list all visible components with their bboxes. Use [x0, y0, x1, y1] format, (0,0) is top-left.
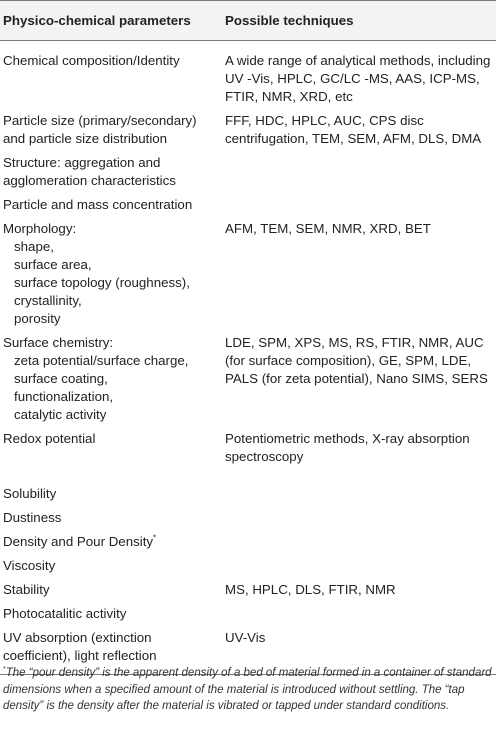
techniques-cell — [223, 193, 496, 199]
techniques-cell — [223, 626, 496, 650]
table-row — [0, 626, 496, 668]
techniques-cell — [223, 109, 496, 151]
parameter-text: Viscosity — [3, 558, 56, 573]
table-row — [0, 193, 496, 217]
parameter-text: Solubility — [3, 486, 57, 501]
parameter-text: UV absorption (extinction — [3, 630, 152, 645]
techniques-line: PALS (for zeta potential), Nano SIMS, SERS — [225, 371, 488, 386]
parameter-line — [3, 629, 223, 647]
parameter-text: Surface chemistry: — [3, 335, 114, 350]
techniques-cell — [223, 530, 496, 536]
techniques-line: AFM, TEM, SEM, NMR, XRD, BET — [225, 221, 431, 236]
techniques-cell — [223, 217, 496, 241]
parameter-cell — [0, 151, 223, 193]
parameter-cell — [0, 49, 223, 73]
parameter-text: and particle size distribution — [3, 131, 168, 146]
parameter-line — [3, 605, 223, 623]
parameter-text: Morphology: — [3, 221, 77, 236]
parameter-text: Dustiness — [3, 510, 62, 525]
table-body — [0, 41, 496, 674]
parameter-text: Photocatalitic activity — [3, 606, 127, 621]
techniques-cell — [223, 151, 496, 157]
parameter-line — [3, 52, 223, 70]
techniques-cell — [223, 482, 496, 488]
parameter-cell — [0, 217, 223, 331]
parameter-line — [3, 581, 223, 599]
footnote-reference: * — [153, 533, 157, 543]
parameter-line — [3, 220, 223, 238]
techniques-line: FTIR, NMR, XRD, etc — [225, 89, 353, 104]
parameter-cell — [0, 193, 223, 217]
table-row — [0, 217, 496, 331]
parameter-cell — [0, 578, 223, 602]
parameter-cell — [0, 530, 223, 554]
techniques-line: A wide range of analytical methods, including — [225, 53, 491, 68]
parameter-line — [3, 154, 223, 172]
techniques-cell — [223, 49, 496, 109]
parameter-line — [3, 533, 223, 551]
techniques-cell — [223, 602, 496, 608]
techniques-cell — [223, 427, 496, 469]
parameter-cell — [0, 109, 223, 151]
table-row — [0, 109, 496, 151]
table-header — [0, 1, 496, 41]
parameter-line — [3, 485, 223, 503]
parameter-line — [3, 196, 223, 214]
table-row — [0, 506, 496, 530]
techniques-line: (for surface composition), GE, SPM, LDE, — [225, 353, 472, 368]
table-footnote — [3, 665, 493, 715]
techniques-line: spectroscopy — [225, 449, 304, 464]
techniques-line: centrifugation, TEM, SEM, AFM, DLS, DMA — [225, 131, 482, 146]
techniques-line: UV-Vis — [225, 630, 266, 645]
table-row — [0, 427, 496, 482]
table-row — [0, 331, 496, 427]
parameter-subitem: surface area, — [14, 257, 92, 272]
table-row — [0, 602, 496, 626]
header-parameters: Physico-chemical parameters — [3, 12, 191, 28]
parameter-subitem: functionalization, — [14, 389, 114, 404]
table-row — [0, 151, 496, 193]
parameter-cell — [0, 626, 223, 668]
parameter-text: Redox potential — [3, 431, 96, 446]
table-row — [0, 578, 496, 602]
parameter-line — [3, 172, 223, 190]
parameter-line — [3, 557, 223, 575]
parameter-line — [3, 112, 223, 130]
parameter-subitem: catalytic activity — [14, 407, 107, 422]
parameter-text: Stability — [3, 582, 50, 597]
table-row — [0, 554, 496, 578]
table-row — [0, 530, 496, 554]
parameter-line — [3, 430, 223, 448]
techniques-line: FFF, HDC, HPLC, AUC, CPS disc — [225, 113, 424, 128]
footnote-text: The “pour density” is the apparent density of a bed of material formed in a container of standard dimensions when a specified amount of the material is introduced without settling. The “tap density” is the density after the material is vibrated or tapped under standard conditions. — [3, 667, 492, 712]
techniques-line: MS, HPLC, DLS, FTIR, NMR — [225, 582, 396, 597]
parameter-subitem: surface topology (roughness), — [14, 275, 190, 290]
parameter-cell — [0, 602, 223, 626]
parameter-cell — [0, 554, 223, 578]
parameter-cell — [0, 506, 223, 530]
table-row — [0, 49, 496, 109]
parameter-cell — [0, 482, 223, 506]
parameter-text: coefficient), light reflection — [3, 648, 157, 663]
parameter-subitem: porosity — [14, 311, 61, 326]
parameter-line — [3, 509, 223, 527]
parameter-text: Particle and mass concentration — [3, 197, 193, 212]
parameter-cell — [0, 331, 223, 427]
techniques-cell — [223, 331, 496, 391]
parameter-subitem: crystallinity, — [14, 293, 82, 308]
parameter-line — [3, 647, 223, 665]
techniques-cell — [223, 554, 496, 560]
parameter-text: Chemical composition/Identity — [3, 53, 180, 68]
parameter-text: agglomeration characteristics — [3, 173, 176, 188]
techniques-line: Potentiometric methods, X-ray absorption — [225, 431, 470, 446]
header-techniques: Possible techniques — [225, 12, 354, 28]
techniques-cell — [223, 578, 496, 602]
parameter-subitem: zeta potential/surface charge, — [14, 353, 189, 368]
parameter-subitem: shape, — [14, 239, 54, 254]
parameter-line — [3, 130, 223, 148]
techniques-line: LDE, SPM, XPS, MS, RS, FTIR, NMR, AUC — [225, 335, 484, 350]
parameter-line — [3, 334, 223, 352]
parameter-cell — [0, 427, 223, 451]
parameter-subitem: surface coating, — [14, 371, 108, 386]
techniques-line: UV -Vis, HPLC, GC/LC -MS, AAS, ICP-MS, — [225, 71, 480, 86]
parameter-text: Particle size (primary/secondary) — [3, 113, 197, 128]
parameter-text: Structure: aggregation and — [3, 155, 161, 170]
parameter-text: Density and Pour Density — [3, 534, 154, 549]
techniques-cell — [223, 506, 496, 512]
footnote-mark: * — [3, 666, 6, 674]
table-row — [0, 482, 496, 506]
